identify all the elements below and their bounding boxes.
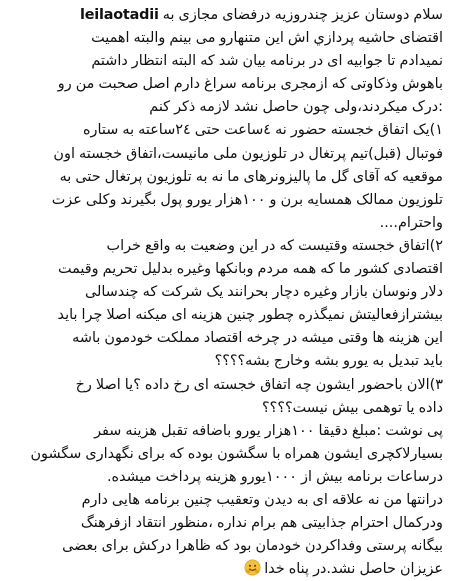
caption-line-6: ۱)یک اتفاق خجسته حضور نه ٤ساعت حتی ٢٤ساعته به ستاره [83, 122, 443, 139]
caption-line-5: :درک میکردند،ولی چون حاصل نشد لازمه ذکر کنم [149, 99, 443, 116]
caption-line-4: باهوش وذکاوتی که ازمجری برنامه سراغ دارم اصل صحبت من رو [57, 76, 443, 93]
caption-line-7: فوتبال (قبل)تیم پرتغال در تلوزیون ملی مانیست،اتفاق خجسته اون [53, 145, 443, 162]
caption-line-18: داده یا توهمی بیش نیست؟؟؟؟ [262, 399, 443, 416]
caption-line-9: تلوزیون ممالک همسایه برن و ۱۰۰هزار یورو پول بگیرند وکلی عزت [51, 191, 443, 208]
caption-line-10: واحترام.... [379, 214, 443, 231]
caption-line-2: اقتضای حاشیه پردازي اش این متنهارو می بینم والبته اهمیت [91, 30, 443, 47]
caption-line-14: بیشترازفعالیتش نمیگذره چطور چنین هزینه ای میکنه اصلا چرا باید [57, 307, 443, 324]
caption-line-1-text: سلام دوستان عزیز چندروزیه درفضای مجازی به [162, 7, 443, 23]
caption-line-13: دلار ونوسان بازار وغیره دچار بحرانند یک شرکت که چندسالی [84, 284, 443, 301]
caption-line-3: نمیدادم تا جوابیه ای در برنامه بیان شد که البته انتظار داشتم [91, 53, 443, 70]
hugging-face-emoji-icon [244, 559, 261, 576]
post-caption [7, 4, 443, 581]
caption-line-23: ودرکمال احترام جذابیتی هم برام نداره ،منظور انتقاد ازفرهنگ [80, 515, 443, 532]
caption-line-20: بسیارلاکچری ایشون همراه با سگشون بوده که برای نگهداری سگشون [30, 445, 443, 462]
caption-line-21: درساعات برنامه بیش از ۱۰۰۰یورو هزینه پرداخت میشده. [106, 468, 443, 485]
caption-line-25 [7, 558, 443, 581]
caption-line-16: باید تبدیل به یورو بشه وخارج بشه؟؟؟؟ [214, 353, 443, 370]
caption-line-24: بیگانه پرستی وفداکردن خودمان بود که ظاهرا درکش برای بعضی [62, 538, 443, 555]
caption-line-8: موقعیه که آقای گل ما پالیزونرهای ما نه به تلوزیون پرتغال حتی به [59, 168, 443, 185]
caption-line-19: پی نوشت :مبلغ دقیقا ۱۰۰هزار یورو باضافه تقبل هزینه سفر [94, 422, 443, 439]
caption-line-17: ۳)الان باحضور ایشون چه اتفاق خجسته ای رخ داده ؟یا اصلا رخ [75, 376, 443, 393]
username-link[interactable]: leilaotadii [79, 7, 159, 23]
caption-line-12: اقتصادی کشور ما که همه مردم وبانکها وغیره بدلیل تحریم وقیمت [57, 261, 443, 278]
caption-line-1 [7, 4, 443, 27]
caption-line-22: درانتها من نه علاقه ای به دیدن وتعقیب چنین برنامه هایی دارم [81, 491, 443, 508]
caption-line-15: این هزینه ها وقتی میشه در چرخه اقتصاد مملکت خودمون باشه [72, 330, 443, 347]
hugging-face-emoji-glyph: 🤗 [251, 571, 253, 573]
caption-line-11: ۲)اتفاق خجسته وقتیست که در این وضعیت به واقع خراب [106, 237, 443, 254]
caption-line-25-text: عزیزان حاصل نشد.در پناه خدا [264, 561, 443, 578]
